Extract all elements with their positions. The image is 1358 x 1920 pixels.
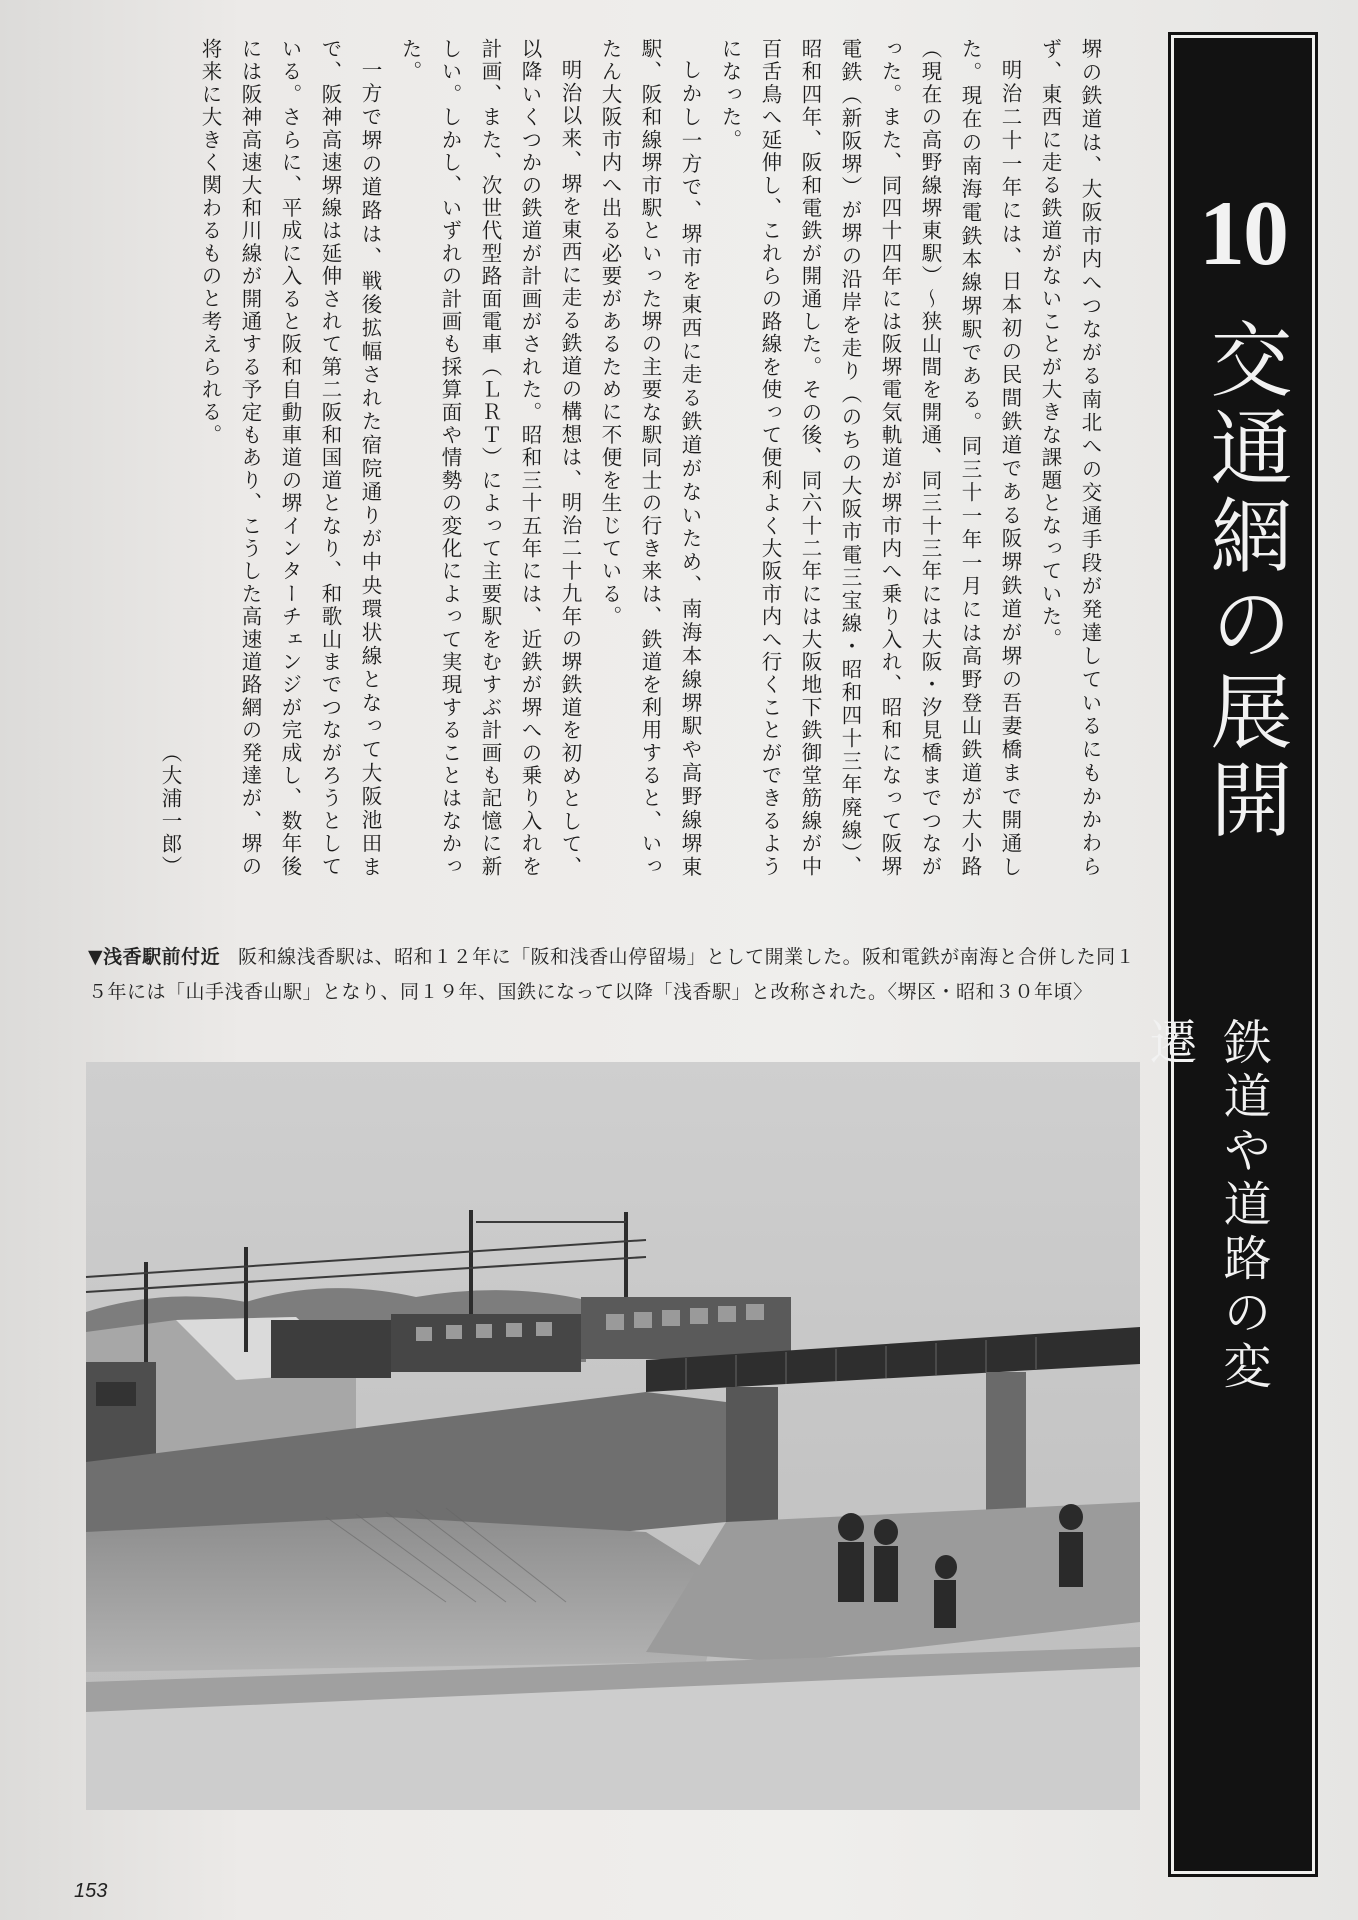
caption-text: 阪和線浅香駅は、昭和１２年に「阪和浅香山停留場」として開業した。阪和電鉄が南海と合併した同１５年には「山手浅香山駅」となり、同１９年、国鉄になって以降「浅香駅」と改称された。〈堺区・昭和３０年頃〉 [88,946,1136,1003]
caption-heading: ▼浅香駅前付近 [88,946,221,968]
historical-photo [86,1062,1140,1810]
article-body [158,38,1110,878]
chapter-number: 10 [1199,182,1287,284]
paragraph: しかし一方で、堺市を東西に走る鉄道がないため、南海本線堺駅や高野線堺東駅、阪和線堺市駅といった堺の主要な駅同士の行き来は、鉄道を利用すると、いったん大阪市内へ出る必要があるために不便を生じている。 [598,38,702,878]
paragraph: 堺の鉄道は、大阪市内へつながる南北への交通手段が発達しているにもかかわらず、東西に走る鉄道がないことが大きな課題となっていた。 [1038,38,1102,878]
photo-caption [88,940,1148,1010]
page-number: 153 [74,1880,108,1902]
photo-illustration [86,1062,1140,1810]
paragraph: 明治以来、堺を東西に走る鉄道の構想は、明治二十九年の堺鉄道を初めとして、以降いくつかの鉄道が計画がされた。昭和三十五年には、近鉄が堺への乗り入れを計画、また、次世代型路面電車（ＬＲＴ）によって主要駅をむすぶ計画も記憶に新しい。しかし、いずれの計画も採算面や情勢の変化によって実現することはなかった。 [398,38,582,878]
chapter-title: 交通網の展開 [1197,317,1292,845]
author-signature: （大浦一郎） [158,741,182,878]
chapter-banner [1141,32,1318,1877]
paragraph: 明治二十一年には、日本初の民間鉄道である阪堺鉄道が堺の吾妻橋まで開通した。現在の南海電鉄本線堺駅である。同三十一年一月には高野登山鉄道が大小路（現在の高野線堺東駅）～狭山間を開通、同三十三年には大阪・汐見橋までつながった。また、同四十四年には阪堺電気軌道が堺市内へ乗り入れ、昭和になって阪堺電鉄（新阪堺）が堺の沿岸を走り（のちの大阪市電三宝線・昭和四十三年廃線）、昭和四年、阪和電鉄が開通した。その後、同六十二年には大阪地下鉄御堂筋線が中百舌鳥へ延伸し、これらの路線を使って便利よく大阪市内へ行くことができるようになった。 [718,38,1022,878]
chapter-subtitle: 鉄道や道路の変遷 [1141,1017,1271,1395]
paragraph: 一方で堺の道路は、戦後拡幅された宿院通りが中央環状線となって大阪池田まで、阪神高速堺線は延伸されて第二阪和国道となり、和歌山までつながろうとしている。さらに、平成に入ると阪和自動車道の堺インターチェンジが完成し、数年後には阪神高速大和川線が開通する予定もあり、こうした高速道路網の発達が、堺の将来に大きく関わるものと考えられる。 [198,38,382,878]
